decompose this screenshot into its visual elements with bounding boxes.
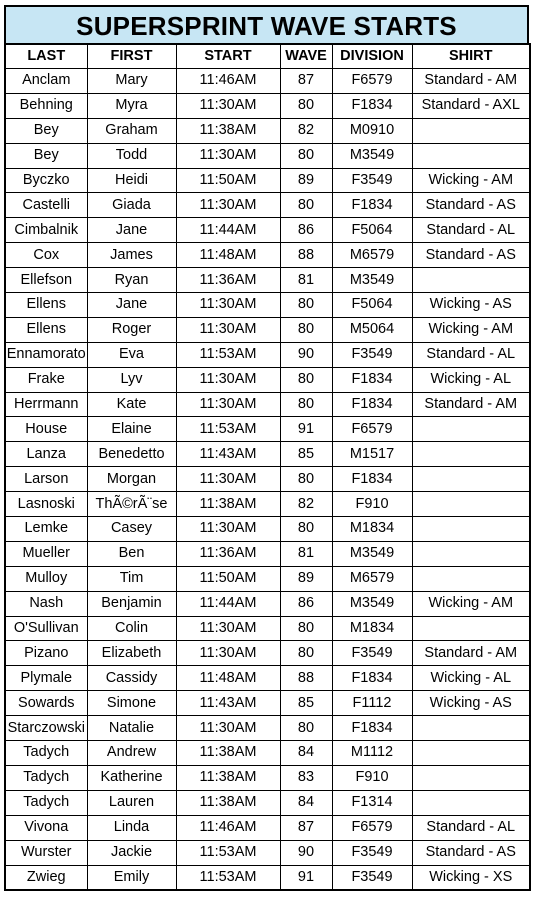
table-row bbox=[5, 815, 530, 840]
cell-last: Castelli bbox=[5, 193, 87, 218]
cell-shirt: Wicking - AS bbox=[412, 691, 530, 716]
cell-start: 11:43AM bbox=[176, 442, 280, 467]
cell-shirt: Standard - AL bbox=[412, 218, 530, 243]
cell-last: Bey bbox=[5, 118, 87, 143]
cell-wave: 80 bbox=[280, 143, 332, 168]
cell-wave: 80 bbox=[280, 392, 332, 417]
cell-shirt bbox=[412, 417, 530, 442]
cell-wave: 90 bbox=[280, 840, 332, 865]
cell-shirt: Wicking - AM bbox=[412, 591, 530, 616]
cell-start: 11:30AM bbox=[176, 143, 280, 168]
cell-division: F3549 bbox=[332, 342, 412, 367]
header-division: DIVISION bbox=[332, 44, 412, 69]
cell-last: House bbox=[5, 417, 87, 442]
cell-last: Tadych bbox=[5, 765, 87, 790]
cell-start: 11:53AM bbox=[176, 342, 280, 367]
cell-last: Byczko bbox=[5, 168, 87, 193]
cell-start: 11:48AM bbox=[176, 666, 280, 691]
cell-first: Jane bbox=[87, 293, 176, 318]
cell-last: Ellens bbox=[5, 293, 87, 318]
table-row bbox=[5, 293, 530, 318]
cell-shirt bbox=[412, 467, 530, 492]
cell-start: 11:48AM bbox=[176, 243, 280, 268]
cell-start: 11:50AM bbox=[176, 566, 280, 591]
cell-start: 11:53AM bbox=[176, 417, 280, 442]
cell-first: Colin bbox=[87, 616, 176, 641]
cell-first: Myra bbox=[87, 93, 176, 118]
cell-first: Elaine bbox=[87, 417, 176, 442]
cell-division: M6579 bbox=[332, 243, 412, 268]
cell-start: 11:30AM bbox=[176, 716, 280, 741]
cell-first: Ryan bbox=[87, 268, 176, 293]
table-row bbox=[5, 143, 530, 168]
cell-wave: 80 bbox=[280, 517, 332, 542]
cell-shirt: Standard - AM bbox=[412, 69, 530, 94]
cell-start: 11:36AM bbox=[176, 541, 280, 566]
cell-shirt: Standard - AXL bbox=[412, 93, 530, 118]
cell-division: F1834 bbox=[332, 716, 412, 741]
cell-division: M3549 bbox=[332, 591, 412, 616]
cell-last: Ellefson bbox=[5, 268, 87, 293]
cell-wave: 80 bbox=[280, 293, 332, 318]
cell-first: Tim bbox=[87, 566, 176, 591]
cell-wave: 91 bbox=[280, 865, 332, 890]
cell-division: F6579 bbox=[332, 417, 412, 442]
table-row bbox=[5, 492, 530, 517]
cell-last: Lasnoski bbox=[5, 492, 87, 517]
cell-last: Pizano bbox=[5, 641, 87, 666]
cell-last: Bey bbox=[5, 143, 87, 168]
cell-first: Linda bbox=[87, 815, 176, 840]
cell-wave: 80 bbox=[280, 367, 332, 392]
cell-shirt: Standard - AM bbox=[412, 641, 530, 666]
cell-start: 11:53AM bbox=[176, 865, 280, 890]
table-row bbox=[5, 442, 530, 467]
table-row bbox=[5, 741, 530, 766]
cell-first: Ben bbox=[87, 541, 176, 566]
header-first: FIRST bbox=[87, 44, 176, 69]
cell-first: Andrew bbox=[87, 741, 176, 766]
table-row bbox=[5, 566, 530, 591]
cell-wave: 87 bbox=[280, 815, 332, 840]
cell-first: Lyv bbox=[87, 367, 176, 392]
cell-shirt bbox=[412, 716, 530, 741]
cell-start: 11:53AM bbox=[176, 840, 280, 865]
table-row bbox=[5, 541, 530, 566]
cell-start: 11:44AM bbox=[176, 218, 280, 243]
header-wave: WAVE bbox=[280, 44, 332, 69]
cell-wave: 80 bbox=[280, 317, 332, 342]
cell-first: Giada bbox=[87, 193, 176, 218]
cell-last: Wurster bbox=[5, 840, 87, 865]
cell-wave: 82 bbox=[280, 492, 332, 517]
cell-division: M3549 bbox=[332, 143, 412, 168]
cell-first: Jackie bbox=[87, 840, 176, 865]
header-row bbox=[5, 44, 530, 69]
cell-shirt: Standard - AS bbox=[412, 840, 530, 865]
cell-first: Katherine bbox=[87, 765, 176, 790]
cell-last: Cox bbox=[5, 243, 87, 268]
cell-wave: 87 bbox=[280, 69, 332, 94]
cell-start: 11:43AM bbox=[176, 691, 280, 716]
cell-division: F6579 bbox=[332, 69, 412, 94]
cell-division: M1834 bbox=[332, 517, 412, 542]
cell-division: F3549 bbox=[332, 865, 412, 890]
cell-first: Morgan bbox=[87, 467, 176, 492]
cell-first: Elizabeth bbox=[87, 641, 176, 666]
cell-first: Kate bbox=[87, 392, 176, 417]
cell-shirt: Standard - AS bbox=[412, 193, 530, 218]
table-row bbox=[5, 467, 530, 492]
cell-start: 11:46AM bbox=[176, 815, 280, 840]
cell-shirt bbox=[412, 790, 530, 815]
cell-last: Tadych bbox=[5, 790, 87, 815]
table-row bbox=[5, 666, 530, 691]
cell-last: Lemke bbox=[5, 517, 87, 542]
table-row bbox=[5, 641, 530, 666]
cell-division: F1834 bbox=[332, 666, 412, 691]
cell-start: 11:46AM bbox=[176, 69, 280, 94]
cell-last: Ellens bbox=[5, 317, 87, 342]
wave-starts-table bbox=[4, 43, 531, 891]
cell-division: M1112 bbox=[332, 741, 412, 766]
cell-wave: 81 bbox=[280, 268, 332, 293]
cell-division: F910 bbox=[332, 492, 412, 517]
table-row bbox=[5, 840, 530, 865]
cell-wave: 80 bbox=[280, 641, 332, 666]
header-start: START bbox=[176, 44, 280, 69]
cell-wave: 80 bbox=[280, 716, 332, 741]
cell-shirt: Wicking - XS bbox=[412, 865, 530, 890]
cell-last: Ennamorato bbox=[5, 342, 87, 367]
cell-shirt bbox=[412, 442, 530, 467]
table-row bbox=[5, 342, 530, 367]
cell-last: Mueller bbox=[5, 541, 87, 566]
cell-last: Starczowski bbox=[5, 716, 87, 741]
cell-start: 11:38AM bbox=[176, 765, 280, 790]
cell-start: 11:30AM bbox=[176, 93, 280, 118]
cell-shirt bbox=[412, 765, 530, 790]
cell-start: 11:30AM bbox=[176, 317, 280, 342]
table-row bbox=[5, 716, 530, 741]
sheet-title: SUPERSPRINT WAVE STARTS bbox=[4, 5, 529, 43]
cell-shirt bbox=[412, 143, 530, 168]
cell-division: M1834 bbox=[332, 616, 412, 641]
cell-division: F1112 bbox=[332, 691, 412, 716]
cell-last: Lanza bbox=[5, 442, 87, 467]
cell-first: Natalie bbox=[87, 716, 176, 741]
cell-wave: 89 bbox=[280, 566, 332, 591]
cell-wave: 91 bbox=[280, 417, 332, 442]
cell-division: F6579 bbox=[332, 815, 412, 840]
cell-division: F1834 bbox=[332, 392, 412, 417]
cell-first: Emily bbox=[87, 865, 176, 890]
cell-first: Heidi bbox=[87, 168, 176, 193]
cell-division: F3549 bbox=[332, 168, 412, 193]
cell-wave: 85 bbox=[280, 442, 332, 467]
cell-wave: 86 bbox=[280, 218, 332, 243]
cell-shirt bbox=[412, 616, 530, 641]
table-row bbox=[5, 517, 530, 542]
wave-starts-sheet bbox=[4, 5, 529, 891]
cell-division: M5064 bbox=[332, 317, 412, 342]
cell-wave: 88 bbox=[280, 666, 332, 691]
cell-start: 11:38AM bbox=[176, 790, 280, 815]
cell-first: Eva bbox=[87, 342, 176, 367]
cell-shirt bbox=[412, 541, 530, 566]
cell-division: F1834 bbox=[332, 367, 412, 392]
cell-last: Frake bbox=[5, 367, 87, 392]
cell-wave: 80 bbox=[280, 93, 332, 118]
table-row bbox=[5, 69, 530, 94]
header-last: LAST bbox=[5, 44, 87, 69]
table-row bbox=[5, 591, 530, 616]
cell-start: 11:38AM bbox=[176, 118, 280, 143]
cell-first: Benjamin bbox=[87, 591, 176, 616]
cell-start: 11:30AM bbox=[176, 616, 280, 641]
cell-wave: 80 bbox=[280, 193, 332, 218]
cell-start: 11:44AM bbox=[176, 591, 280, 616]
cell-shirt: Wicking - AL bbox=[412, 666, 530, 691]
cell-shirt: Standard - AL bbox=[412, 815, 530, 840]
cell-wave: 88 bbox=[280, 243, 332, 268]
cell-first: James bbox=[87, 243, 176, 268]
cell-wave: 81 bbox=[280, 541, 332, 566]
cell-start: 11:30AM bbox=[176, 517, 280, 542]
cell-first: Todd bbox=[87, 143, 176, 168]
cell-division: F5064 bbox=[332, 218, 412, 243]
cell-start: 11:38AM bbox=[176, 741, 280, 766]
cell-last: Cimbalnik bbox=[5, 218, 87, 243]
table-row bbox=[5, 865, 530, 890]
table-row bbox=[5, 367, 530, 392]
cell-division: M3549 bbox=[332, 541, 412, 566]
cell-first: Mary bbox=[87, 69, 176, 94]
cell-shirt: Wicking - AM bbox=[412, 168, 530, 193]
cell-start: 11:30AM bbox=[176, 467, 280, 492]
header-shirt: SHIRT bbox=[412, 44, 530, 69]
cell-wave: 90 bbox=[280, 342, 332, 367]
table-row bbox=[5, 790, 530, 815]
cell-start: 11:36AM bbox=[176, 268, 280, 293]
cell-division: F3549 bbox=[332, 840, 412, 865]
cell-last: Mulloy bbox=[5, 566, 87, 591]
cell-division: M3549 bbox=[332, 268, 412, 293]
cell-shirt bbox=[412, 517, 530, 542]
cell-first: Lauren bbox=[87, 790, 176, 815]
cell-first: Jane bbox=[87, 218, 176, 243]
cell-shirt: Standard - AS bbox=[412, 243, 530, 268]
cell-division: F1834 bbox=[332, 93, 412, 118]
table-row bbox=[5, 168, 530, 193]
table-row bbox=[5, 243, 530, 268]
cell-shirt bbox=[412, 268, 530, 293]
cell-start: 11:50AM bbox=[176, 168, 280, 193]
cell-last: Zwieg bbox=[5, 865, 87, 890]
cell-division: M0910 bbox=[332, 118, 412, 143]
cell-last: Behning bbox=[5, 93, 87, 118]
table-row bbox=[5, 691, 530, 716]
cell-last: Larson bbox=[5, 467, 87, 492]
table-row bbox=[5, 392, 530, 417]
cell-shirt: Wicking - AM bbox=[412, 317, 530, 342]
cell-wave: 84 bbox=[280, 741, 332, 766]
cell-division: F1314 bbox=[332, 790, 412, 815]
cell-first: Graham bbox=[87, 118, 176, 143]
cell-last: Sowards bbox=[5, 691, 87, 716]
cell-last: Tadych bbox=[5, 741, 87, 766]
table-row bbox=[5, 765, 530, 790]
cell-start: 11:30AM bbox=[176, 641, 280, 666]
cell-start: 11:30AM bbox=[176, 367, 280, 392]
cell-first: Simone bbox=[87, 691, 176, 716]
table-row bbox=[5, 616, 530, 641]
cell-first: ThÃ©rÃ¨se bbox=[87, 492, 176, 517]
cell-shirt bbox=[412, 118, 530, 143]
cell-start: 11:38AM bbox=[176, 492, 280, 517]
table-row bbox=[5, 417, 530, 442]
cell-start: 11:30AM bbox=[176, 293, 280, 318]
table-row bbox=[5, 118, 530, 143]
cell-shirt: Wicking - AS bbox=[412, 293, 530, 318]
cell-wave: 80 bbox=[280, 467, 332, 492]
cell-division: F1834 bbox=[332, 467, 412, 492]
cell-wave: 84 bbox=[280, 790, 332, 815]
cell-division: F3549 bbox=[332, 641, 412, 666]
table-row bbox=[5, 193, 530, 218]
cell-wave: 80 bbox=[280, 616, 332, 641]
cell-shirt bbox=[412, 566, 530, 591]
cell-last: Nash bbox=[5, 591, 87, 616]
cell-last: Herrmann bbox=[5, 392, 87, 417]
cell-wave: 83 bbox=[280, 765, 332, 790]
cell-wave: 82 bbox=[280, 118, 332, 143]
cell-first: Casey bbox=[87, 517, 176, 542]
table-row bbox=[5, 317, 530, 342]
cell-division: F910 bbox=[332, 765, 412, 790]
cell-shirt: Standard - AL bbox=[412, 342, 530, 367]
cell-division: M1517 bbox=[332, 442, 412, 467]
cell-wave: 86 bbox=[280, 591, 332, 616]
cell-last: Anclam bbox=[5, 69, 87, 94]
cell-division: F5064 bbox=[332, 293, 412, 318]
cell-shirt: Wicking - AL bbox=[412, 367, 530, 392]
cell-wave: 89 bbox=[280, 168, 332, 193]
table-row bbox=[5, 93, 530, 118]
cell-wave: 85 bbox=[280, 691, 332, 716]
table-row bbox=[5, 268, 530, 293]
cell-last: O'Sullivan bbox=[5, 616, 87, 641]
cell-division: F1834 bbox=[332, 193, 412, 218]
cell-first: Benedetto bbox=[87, 442, 176, 467]
cell-division: M6579 bbox=[332, 566, 412, 591]
cell-first: Cassidy bbox=[87, 666, 176, 691]
cell-shirt bbox=[412, 741, 530, 766]
cell-last: Plymale bbox=[5, 666, 87, 691]
cell-shirt bbox=[412, 492, 530, 517]
cell-first: Roger bbox=[87, 317, 176, 342]
cell-last: Vivona bbox=[5, 815, 87, 840]
table-row bbox=[5, 218, 530, 243]
cell-shirt: Standard - AM bbox=[412, 392, 530, 417]
cell-start: 11:30AM bbox=[176, 392, 280, 417]
cell-start: 11:30AM bbox=[176, 193, 280, 218]
